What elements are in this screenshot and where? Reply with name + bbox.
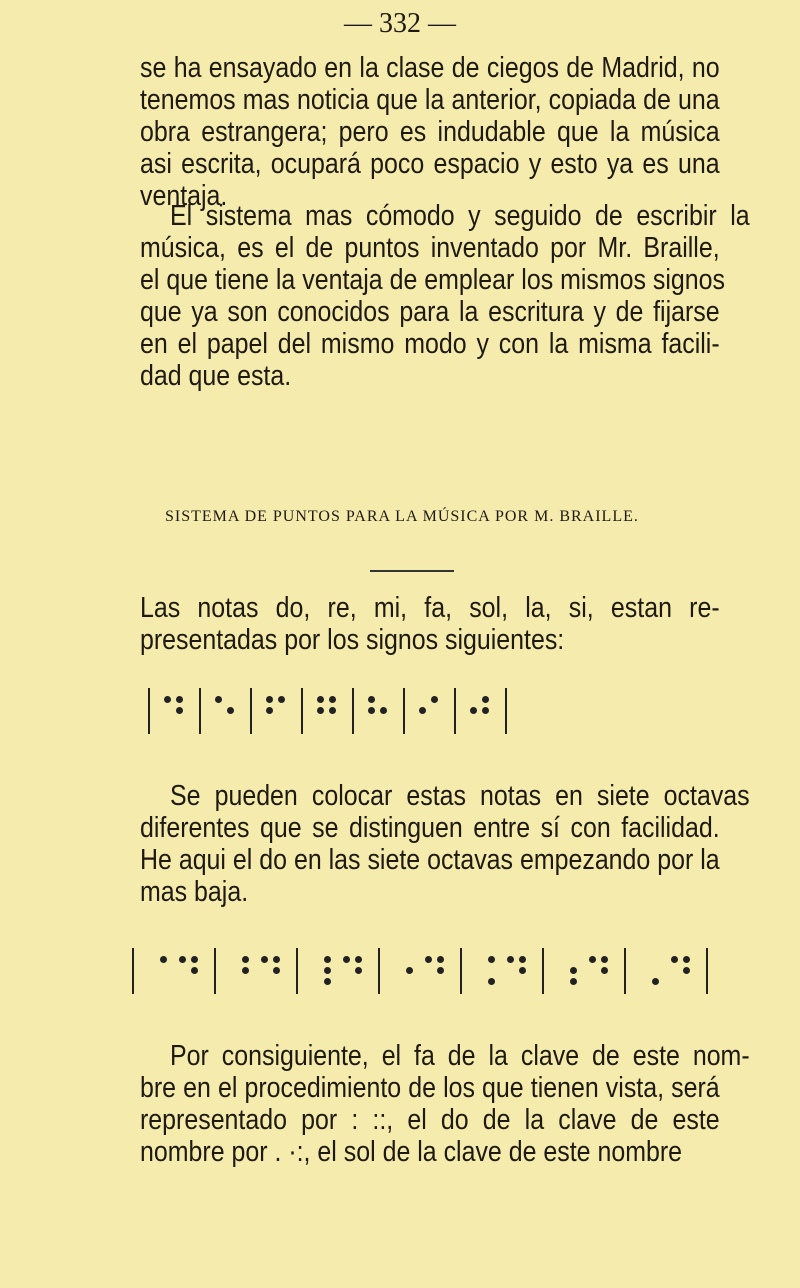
separator-bar <box>706 948 708 994</box>
text-line: ventaja. <box>140 180 228 212</box>
braille-dot <box>589 956 596 963</box>
braille-dot <box>437 978 444 985</box>
braille-dot <box>482 696 489 703</box>
braille-dot <box>191 967 198 974</box>
separator-bar <box>505 688 507 734</box>
braille-dot <box>278 696 285 703</box>
braille-cell <box>476 956 497 987</box>
braille-dot <box>324 978 331 985</box>
braille-sign <box>150 696 199 727</box>
braille-dot <box>482 718 489 725</box>
braille-dot <box>394 978 401 985</box>
text-line: nombre por . ·:, el sol de la clave de este nombre <box>140 1136 683 1168</box>
braille-cell <box>671 956 692 987</box>
braille-dot <box>519 978 526 985</box>
braille-cell <box>148 956 169 987</box>
text-line: que ya son conocidos para la escritura y de fijarse <box>140 296 720 328</box>
braille-dot <box>470 707 477 714</box>
braille-notes-row <box>148 688 507 734</box>
text-line: representado por : ::, el do de la clave de este <box>140 1104 720 1136</box>
braille-dot <box>368 696 375 703</box>
braille-dot <box>558 978 565 985</box>
braille-dot <box>343 978 350 985</box>
braille-cell <box>589 956 610 987</box>
braille-dot <box>380 718 387 725</box>
braille-dot <box>160 978 167 985</box>
braille-dot <box>164 718 171 725</box>
braille-dot <box>191 978 198 985</box>
text-line: en el papel del mismo modo y con la misma facili- <box>140 328 720 360</box>
braille-dot <box>148 956 155 963</box>
braille-dot <box>482 707 489 714</box>
braille-sign <box>380 956 460 987</box>
braille-dot <box>419 707 426 714</box>
braille-dot <box>683 956 690 963</box>
braille-dot <box>601 978 608 985</box>
braille-dot <box>242 978 249 985</box>
braille-dot <box>470 718 477 725</box>
braille-dot <box>425 956 432 963</box>
braille-dot <box>488 967 495 974</box>
braille-sign <box>303 696 352 727</box>
braille-dot <box>278 718 285 725</box>
braille-dot <box>164 696 171 703</box>
braille-dot <box>230 967 237 974</box>
braille-sign <box>456 696 505 727</box>
text-line: He aqui el do en las siete octavas empezando por la <box>140 844 720 876</box>
braille-dot <box>273 956 280 963</box>
braille-dot <box>273 967 280 974</box>
braille-sign <box>298 956 378 987</box>
braille-dot <box>191 956 198 963</box>
braille-dot <box>601 967 608 974</box>
braille-dot <box>261 967 268 974</box>
braille-dot <box>312 967 319 974</box>
braille-dot <box>176 718 183 725</box>
braille-dot <box>570 956 577 963</box>
braille-dot <box>312 978 319 985</box>
braille-dot <box>242 956 249 963</box>
text-line: mas baja. <box>140 876 249 908</box>
braille-dot <box>329 707 336 714</box>
braille-cell <box>215 696 236 727</box>
braille-dot <box>558 956 565 963</box>
braille-dot <box>431 707 438 714</box>
braille-dot <box>148 978 155 985</box>
text-line: obra estrangera; pero es indudable que la música <box>140 116 720 148</box>
braille-sign <box>134 956 214 987</box>
braille-dot <box>266 696 273 703</box>
braille-dot <box>640 956 647 963</box>
braille-dot <box>652 978 659 985</box>
text-line: diferentes que se distinguen entre sí con facilidad. <box>140 812 720 844</box>
braille-dot <box>324 956 331 963</box>
text-line: Por consiguiente, el fa de la clave de este nom- <box>170 1040 750 1072</box>
braille-cell <box>470 696 491 727</box>
braille-dot <box>671 956 678 963</box>
braille-dot <box>640 978 647 985</box>
braille-dot <box>179 967 186 974</box>
text-line: el que tiene la ventaja de emplear los mismos signos <box>140 264 726 296</box>
braille-dot <box>160 956 167 963</box>
braille-dot <box>179 978 186 985</box>
braille-dot <box>273 978 280 985</box>
braille-cell <box>640 956 661 987</box>
braille-dot <box>317 696 324 703</box>
braille-sign <box>462 956 542 987</box>
text-line: dad que esta. <box>140 360 292 392</box>
braille-dot <box>278 707 285 714</box>
braille-dot <box>230 956 237 963</box>
braille-cell <box>343 956 364 987</box>
braille-dot <box>266 707 273 714</box>
braille-sign <box>405 696 454 727</box>
braille-octaves-row <box>132 948 708 994</box>
braille-sign <box>626 956 706 987</box>
braille-sign <box>201 696 250 727</box>
page-number: — 332 — <box>344 8 456 39</box>
braille-cell <box>261 956 282 987</box>
braille-dot <box>261 956 268 963</box>
braille-dot <box>227 718 234 725</box>
braille-dot <box>160 967 167 974</box>
braille-dot <box>589 978 596 985</box>
braille-dot <box>343 956 350 963</box>
braille-dot <box>176 696 183 703</box>
braille-dot <box>671 978 678 985</box>
braille-dot <box>476 967 483 974</box>
text-line: Las notas do, re, mi, fa, sol, la, si, estan re- <box>140 592 720 624</box>
braille-dot <box>215 718 222 725</box>
braille-dot <box>266 718 273 725</box>
braille-cell <box>179 956 200 987</box>
braille-dot <box>329 718 336 725</box>
braille-dot <box>419 718 426 725</box>
braille-dot <box>317 718 324 725</box>
braille-cell <box>312 956 333 987</box>
braille-cell <box>164 696 185 727</box>
braille-dot <box>652 956 659 963</box>
braille-dot <box>425 978 432 985</box>
braille-dot <box>242 967 249 974</box>
braille-dot <box>507 978 514 985</box>
braille-dot <box>683 967 690 974</box>
braille-dot <box>380 707 387 714</box>
braille-dot <box>437 956 444 963</box>
braille-dot <box>558 967 565 974</box>
section-caption: SISTEMA DE PUNTOS PARA LA MÚSICA POR M. BRAILLE. <box>165 508 639 525</box>
braille-dot <box>431 718 438 725</box>
braille-dot <box>394 967 401 974</box>
braille-dot <box>406 967 413 974</box>
braille-dot <box>368 718 375 725</box>
braille-dot <box>437 967 444 974</box>
braille-dot <box>488 978 495 985</box>
braille-dot <box>324 967 331 974</box>
braille-dot <box>601 956 608 963</box>
braille-dot <box>671 967 678 974</box>
text-line: El sistema mas cómodo y seguido de escribir la <box>170 200 750 232</box>
braille-dot <box>519 967 526 974</box>
braille-dot <box>179 956 186 963</box>
braille-sign <box>252 696 301 727</box>
braille-sign <box>544 956 624 987</box>
braille-dot <box>312 956 319 963</box>
braille-dot <box>329 696 336 703</box>
divider <box>370 570 454 572</box>
braille-sign <box>216 956 296 987</box>
braille-dot <box>683 978 690 985</box>
braille-dot <box>355 978 362 985</box>
braille-dot <box>431 696 438 703</box>
braille-dot <box>343 967 350 974</box>
braille-dot <box>227 707 234 714</box>
text-line: presentadas por los signos siguientes: <box>140 624 565 656</box>
braille-dot <box>652 967 659 974</box>
braille-dot <box>215 696 222 703</box>
braille-cell <box>317 696 338 727</box>
braille-cell <box>394 956 415 987</box>
braille-dot <box>355 967 362 974</box>
braille-dot <box>230 978 237 985</box>
braille-cell <box>425 956 446 987</box>
braille-dot <box>425 967 432 974</box>
braille-dot <box>394 956 401 963</box>
braille-cell <box>558 956 579 987</box>
braille-dot <box>519 956 526 963</box>
text-line: bre en el procedimiento de los que tienen vista, será <box>140 1072 720 1104</box>
braille-dot <box>570 967 577 974</box>
text-line: se ha ensayado en la clase de ciegos de Madrid, no <box>140 52 720 84</box>
braille-dot <box>380 696 387 703</box>
braille-cell <box>368 696 389 727</box>
braille-dot <box>476 978 483 985</box>
braille-dot <box>640 967 647 974</box>
braille-cell <box>507 956 528 987</box>
braille-cell <box>230 956 251 987</box>
braille-dot <box>355 956 362 963</box>
text-line: música, es el de puntos inventado por Mr. Braille, <box>140 232 720 264</box>
braille-cell <box>266 696 287 727</box>
braille-dot <box>507 956 514 963</box>
braille-dot <box>406 978 413 985</box>
braille-dot <box>476 956 483 963</box>
braille-dot <box>215 707 222 714</box>
braille-dot <box>317 707 324 714</box>
braille-dot <box>419 696 426 703</box>
braille-dot <box>406 956 413 963</box>
text-line: tenemos mas noticia que la anterior, copiada de una <box>140 84 720 116</box>
braille-dot <box>488 956 495 963</box>
text-line: asi escrita, ocupará poco espacio y esto ya es una <box>140 148 720 180</box>
braille-dot <box>507 967 514 974</box>
text-line: Se pueden colocar estas notas en siete octavas <box>170 780 750 812</box>
braille-sign <box>354 696 403 727</box>
braille-dot <box>164 707 171 714</box>
braille-dot <box>570 978 577 985</box>
braille-dot <box>227 696 234 703</box>
braille-dot <box>261 978 268 985</box>
braille-dot <box>589 967 596 974</box>
braille-dot <box>148 967 155 974</box>
braille-cell <box>419 696 440 727</box>
braille-dot <box>176 707 183 714</box>
braille-dot <box>470 696 477 703</box>
braille-dot <box>368 707 375 714</box>
